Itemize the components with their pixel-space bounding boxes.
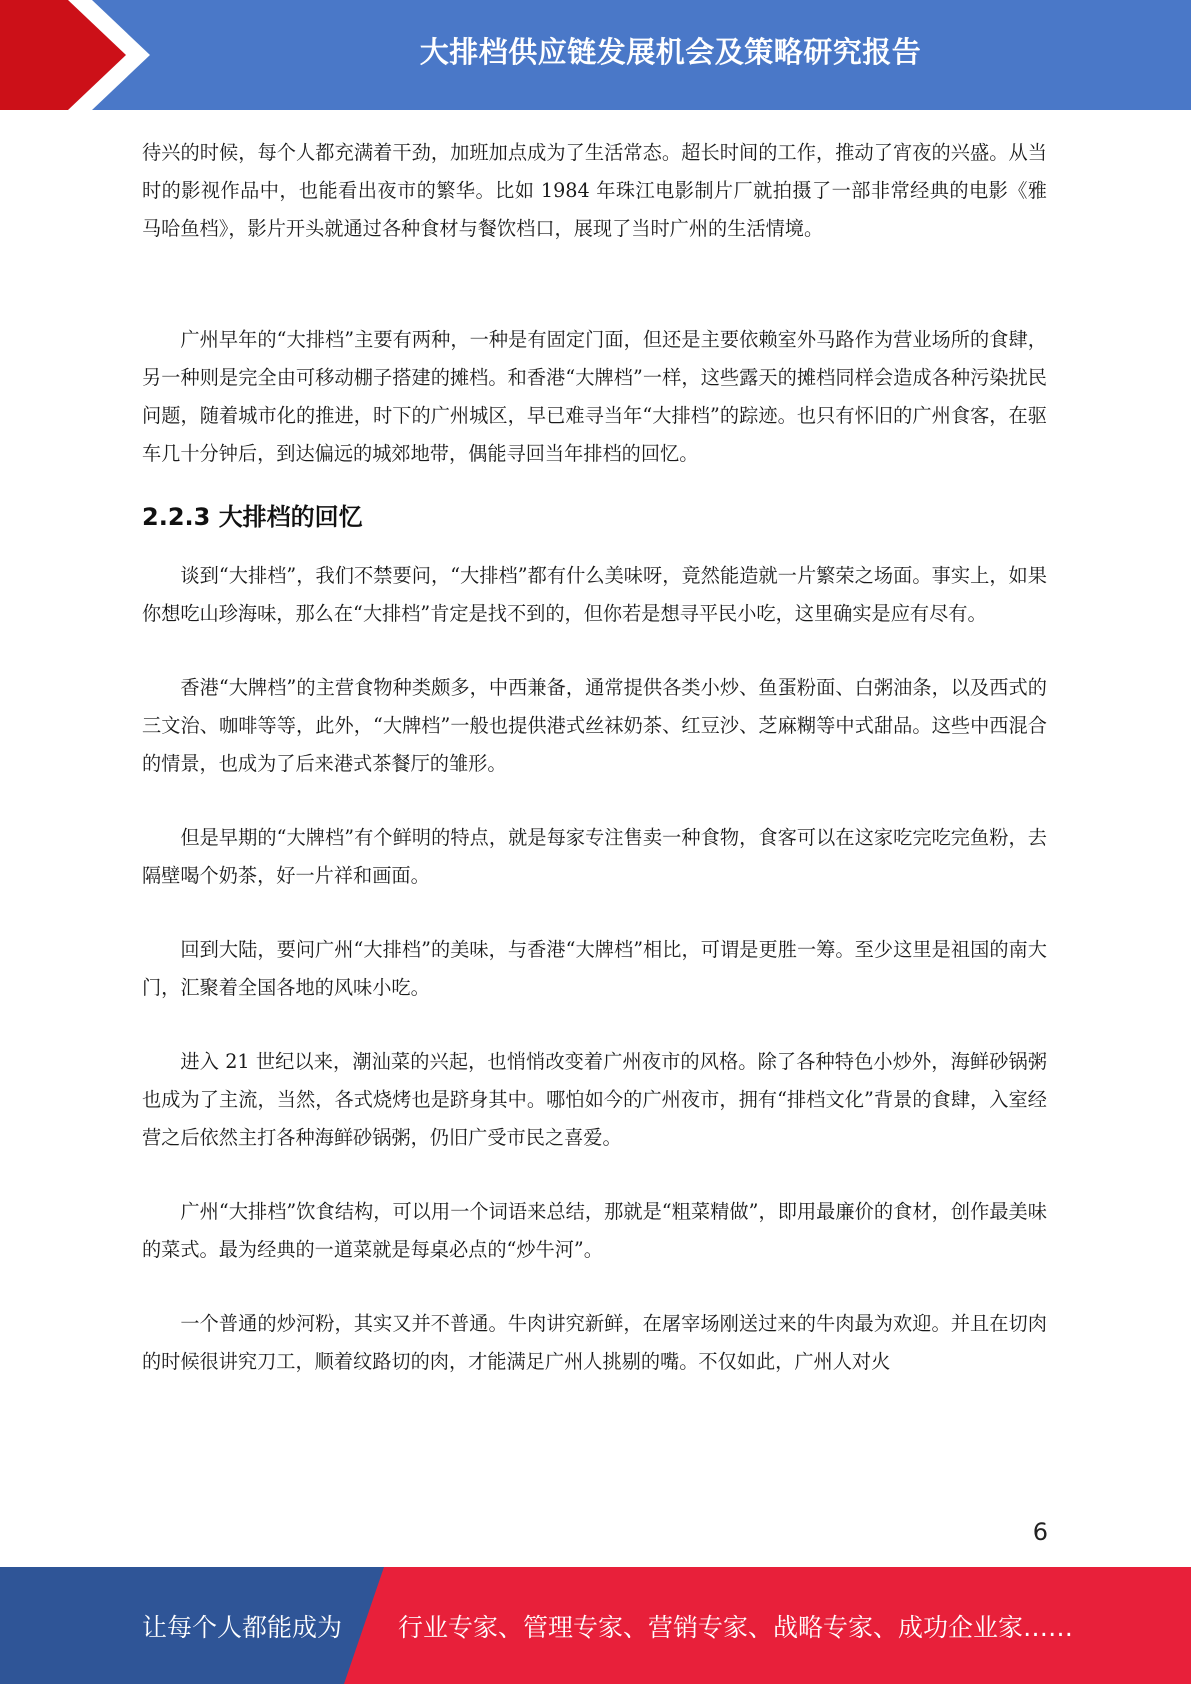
paragraph: 广州早年的“大排档”主要有两种，一种是有固定门面，但还是主要依赖室外马路作为营业场所的食肆，另一种则是完全由可移动棚子搭建的摊档。和香港“大牌档”一样，这些露天的摊档同样会造成各种污染扰民问题，随着城市化的推进，时下的广州城区，早已难寻当年“大排档”的踪迹。也只有怀旧的广州食客，在驱车几十分钟后，到达偏远的城郊地带，偶能寻回当年排档的回忆。 bbox=[142, 328, 1047, 465]
footer-slogan-right: 行业专家、管理专家、营销专家、战略专家、成功企业家…… bbox=[398, 1612, 1074, 1642]
section-heading: 2.2.3 大排档的回忆 bbox=[142, 503, 363, 531]
paragraph: 回到大陆，要问广州“大排档”的美味，与香港“大牌档”相比，可谓是更胜一筹。至少这里是祖国的南大门，汇聚着全国各地的风味小吃。 bbox=[142, 938, 1047, 999]
page-footer bbox=[0, 1567, 1191, 1684]
paragraph: 广州“大排档”饮食结构，可以用一个词语来总结，那就是“粗菜精做”，即用最廉价的食材，创作最美味的菜式。最为经典的一道菜就是每桌必点的“炒牛河”。 bbox=[142, 1200, 1047, 1261]
paragraph: 谈到“大排档”，我们不禁要问，“大排档”都有什么美味呀，竟然能造就一片繁荣之场面。事实上，如果你想吃山珍海味，那么在“大排档”肯定是找不到的，但你若是想寻平民小吃，这里确实是应有尽有。 bbox=[142, 564, 1047, 625]
paragraph: 香港“大牌档”的主营食物种类颇多，中西兼备，通常提供各类小炒、鱼蛋粉面、白粥油条，以及西式的三文治、咖啡等等，此外，“大牌档”一般也提供港式丝袜奶茶、红豆沙、芝麻糊等中式甜品。这些中西混合的情景，也成为了后来港式茶餐厅的雏形。 bbox=[142, 676, 1047, 775]
document-body bbox=[142, 134, 1047, 1381]
paragraph: 进入 21 世纪以来，潮汕菜的兴起，也悄悄改变着广州夜市的风格。除了各种特色小炒外，海鲜砂锅粥也成为了主流，当然，各式烧烤也是跻身其中。哪怕如今的广州夜市，拥有“排档文化”背景的食肆，入室经营之后依然主打各种海鲜砂锅粥，仍旧广受市民之喜爱。 bbox=[142, 1050, 1047, 1149]
paragraph: 一个普通的炒河粉，其实又并不普通。牛肉讲究新鲜，在屠宰场刚送过来的牛肉最为欢迎。并且在切肉的时候很讲究刀工，顺着纹路切的肉，才能满足广州人挑剔的嘴。不仅如此，广州人对火 bbox=[142, 1312, 1047, 1373]
footer-slogan-left: 让每个人都能成为 bbox=[142, 1612, 343, 1642]
page-number: 6 bbox=[1032, 1518, 1048, 1546]
report-title: 大排档供应链发展机会及策略研究报告 bbox=[419, 34, 922, 69]
paragraph-continued: 待兴的时候，每个人都充满着干劲，加班加点成为了生活常态。超长时间的工作，推动了宵夜的兴盛。从当时的影视作品中，也能看出夜市的繁华。比如 1984 年珠江电影制片厂就拍摄了一部非常经典的电影《雅马哈鱼档》，影片开头就通过各种食材与餐饮档口，展现了当时广州的生活情境。 bbox=[142, 141, 1047, 240]
page-header bbox=[0, 0, 1191, 110]
paragraph: 但是早期的“大牌档”有个鲜明的特点，就是每家专注售卖一种食物，食客可以在这家吃完吃完鱼粉，去隔壁喝个奶茶，好一片祥和画面。 bbox=[142, 826, 1047, 887]
